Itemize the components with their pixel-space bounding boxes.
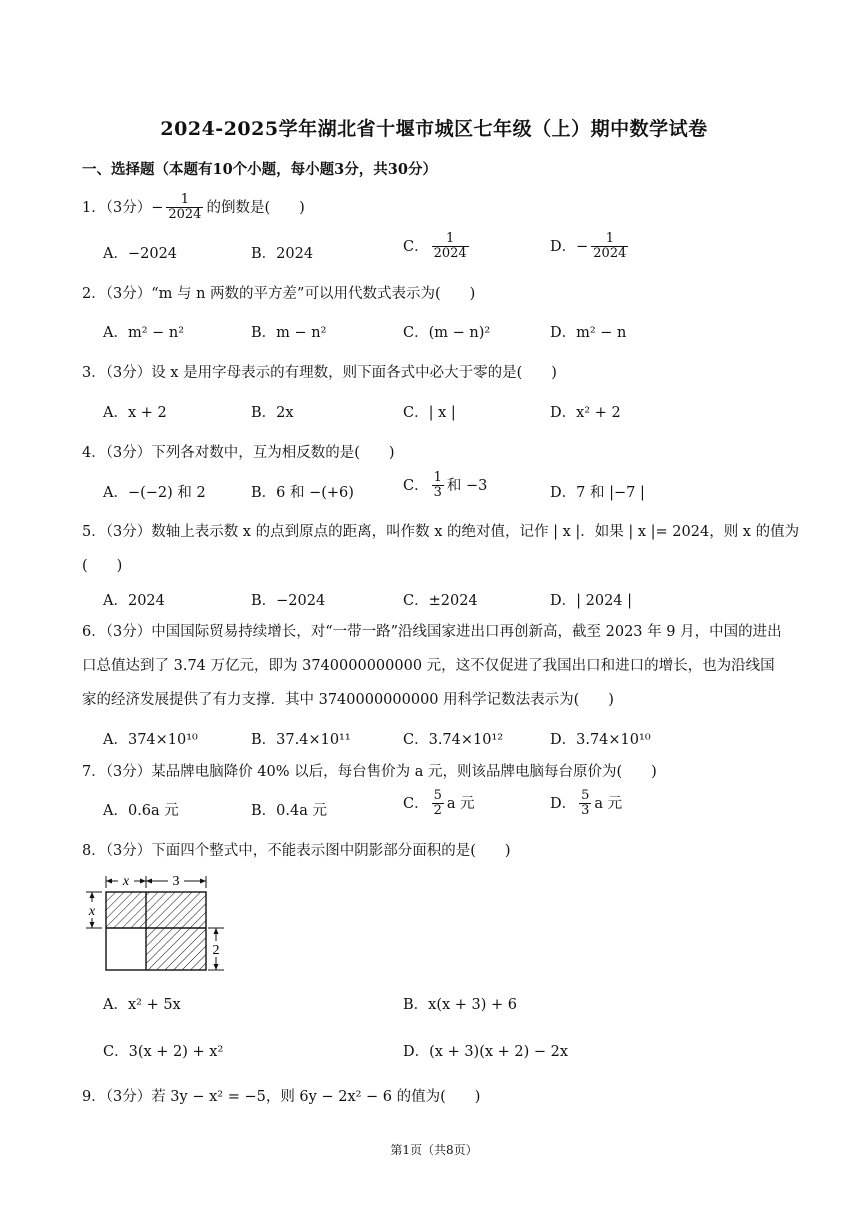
q6-option-b: B．37.4×10¹¹ bbox=[251, 732, 351, 748]
q8-option-d: D．(x + 3)(x + 2) − 2x bbox=[403, 1044, 569, 1060]
question-1 bbox=[82, 193, 305, 223]
question-5-bracket: ( ) bbox=[82, 558, 123, 574]
q1-option-c: C． $\frac{1}{2024}$ bbox=[403, 231, 467, 262]
q4-option-c: C． $\frac{1}{3}$ 和 −3 bbox=[403, 470, 488, 501]
page-title: 2024-2025学年湖北省十堰市城区七年级（上）期中数学试卷 bbox=[160, 118, 708, 140]
q6-option-d: D．3.74×10¹⁰ bbox=[550, 732, 651, 748]
q4-option-b: B．6 和 −(+6) bbox=[251, 485, 354, 501]
q3-option-d: D．x² + 2 bbox=[550, 405, 621, 421]
question-2: 2．（3分）“m 与 n 两数的平方差”可以用代数式表示为( ) bbox=[82, 286, 476, 302]
question-6: 6．（3分）中国国际贸易持续增长，对“一带一路”沿线国家进出口再创新高，截至 2023 年 9 月，中国的进出口总值达到了 3.74 万亿元，即为 3740000000000 元，这不仅促进了我国出口和进口的增长，也为沿线国家的经济发展提供了有力支撑．其中 3740000000000 用科学记数法表示为( ) bbox=[82, 624, 782, 708]
question-1-fraction: $\frac{1}{2024}$ bbox=[168, 192, 202, 223]
shaded-top-right bbox=[146, 892, 206, 928]
q3-option-b: B．2x bbox=[251, 405, 294, 421]
q3-option-c: C．| x | bbox=[403, 405, 456, 421]
q7-option-d: D． $\frac{5}{3}$ a 元 bbox=[550, 788, 623, 819]
q8-option-c: C．3(x + 2) + x² bbox=[103, 1044, 224, 1060]
q5-option-b: B．−2024 bbox=[251, 593, 326, 609]
q8-option-b: B．x(x + 3) + 6 bbox=[403, 997, 518, 1013]
q7-option-b: B．0.4a 元 bbox=[251, 803, 327, 819]
q5-option-c: C．±2024 bbox=[403, 593, 478, 609]
area-figure bbox=[80, 868, 230, 976]
q1-option-a: A．−2024 bbox=[103, 246, 178, 262]
label-right-2: 2 bbox=[212, 943, 220, 958]
question-1-sign: − bbox=[151, 199, 164, 216]
question-5: 5．（3分）数轴上表示数 x 的点到原点的距离，叫作数 x 的绝对值，记作 | x |．如果 | x |= 2024，则 x 的值为 bbox=[82, 524, 800, 540]
q5-option-a: A．2024 bbox=[103, 593, 165, 609]
question-9: 9．（3分）若 3y − x² = −5，则 6y − 2x² − 6 的值为( ) bbox=[82, 1089, 481, 1105]
label-top-3: 3 bbox=[172, 874, 180, 889]
question-8: 8．（3分）下面四个整式中，不能表示图中阴影部分面积的是( ) bbox=[82, 843, 511, 859]
section-heading: 一、选择题（本题有10个小题，每小题3分，共30分） bbox=[82, 161, 437, 178]
label-left-x: x bbox=[88, 904, 96, 919]
q2-option-a: A．m² − n² bbox=[103, 325, 185, 341]
q5-option-d: D．| 2024 | bbox=[550, 593, 633, 609]
shaded-bottom-right bbox=[146, 928, 206, 970]
q1-option-d: D．− $\frac{1}{2024}$ bbox=[550, 231, 627, 262]
q7-option-a: A．0.6a 元 bbox=[103, 803, 179, 819]
q6-option-c: C．3.74×10¹² bbox=[403, 732, 504, 748]
q4-option-d: D．7 和 |−7 | bbox=[550, 485, 645, 501]
q2-option-b: B．m − n² bbox=[251, 325, 327, 341]
question-4: 4．（3分）下列各对数中，互为相反数的是( ) bbox=[82, 445, 395, 461]
q8-option-a: A．x² + 5x bbox=[103, 997, 181, 1013]
q2-option-c: C．(m − n)² bbox=[403, 325, 491, 341]
q3-option-a: A．x + 2 bbox=[103, 405, 167, 421]
shaded-top-left bbox=[106, 892, 146, 928]
question-1-number: 1．（3分） bbox=[82, 199, 152, 216]
page-footer: 第1页（共8页） bbox=[390, 1143, 478, 1157]
q1-option-b: B．2024 bbox=[251, 246, 314, 262]
q4-option-a: A．−(−2) 和 2 bbox=[103, 485, 206, 501]
q2-option-d: D．m² − n bbox=[550, 325, 627, 341]
question-3: 3．（3分）设 x 是用字母表示的有理数，则下面各式中必大于零的是( ) bbox=[82, 365, 557, 381]
label-top-x: x bbox=[122, 874, 130, 889]
question-7: 7．（3分）某品牌电脑降价 40% 以后，每台售价为 a 元，则该品牌电脑每台原价为( ) bbox=[82, 764, 657, 780]
q6-option-a: A．374×10¹⁰ bbox=[103, 732, 198, 748]
q7-option-c: C． $\frac{5}{2}$ a 元 bbox=[403, 788, 475, 819]
question-1-text: 的倒数是( ) bbox=[206, 199, 305, 216]
